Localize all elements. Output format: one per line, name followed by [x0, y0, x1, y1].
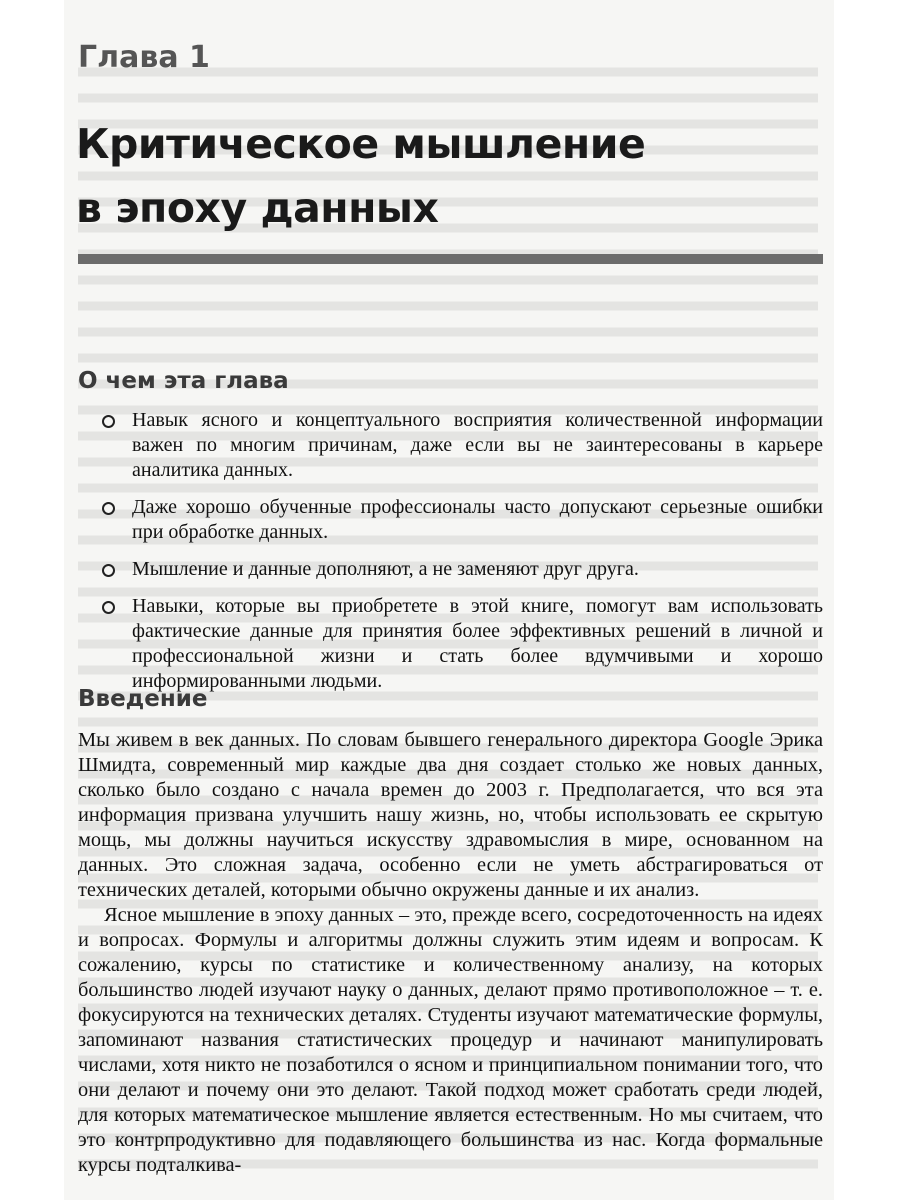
list-item-text: Даже хорошо обученные профессионалы часто допускают серьезные ошибки при обработке данных.	[132, 496, 823, 543]
list-item	[78, 557, 823, 582]
circle-bullet-icon	[102, 415, 115, 428]
paragraph: Ясное мышление в эпоху данных – это, прежде всего, сосредоточенность на идеях и вопросах. Формулы и алгоритмы должны служить этим идеям и вопросам. К сожалению, курсы по статистике и количественному анализу, на которых большинство людей изучают науку о данных, делают прямо противоположное – т. е. фокусируются на технических деталях. Студенты изучают математические формулы, запоминают названия статистических процедур и начинают манипулировать числами, хотя никто не позаботился о ясном и принципиальном понимании того, что они делают и почему они это делают. Такой подход может сработать среди людей, для которых математическое мышление является естественным. Но мы считаем, что это контрпродуктивно для подавляющего большинства из нас. Когда формальные курсы подталкива-	[78, 904, 823, 1176]
summary-heading: О чем эта глава	[78, 368, 289, 394]
circle-bullet-icon	[102, 601, 115, 614]
chapter-title	[76, 112, 645, 240]
list-item	[78, 495, 823, 545]
list-item-text: Мышление и данные дополняют, а не заменяют друг друга.	[132, 558, 639, 580]
chapter-label: Глава 1	[78, 40, 210, 75]
title-rule	[78, 254, 823, 264]
list-item-text: Навык ясного и концептуального восприятия количественной информации важен по многим причинам, даже если вы не заинтересованы в карьере аналитика данных.	[132, 409, 823, 481]
circle-bullet-icon	[102, 564, 115, 577]
intro-heading: Введение	[78, 686, 208, 712]
circle-bullet-icon	[102, 502, 115, 515]
chapter-title-line-1: Критическое мышление	[76, 120, 646, 168]
paragraph: Мы живем в век данных. По словам бывшего генерального директора Google Эрика Шмидта, современный мир каждые два дня создает столько же новых данных, сколько было создано с начала времен до 2003 г. Предполагается, что вся эта информация призвана улучшить нашу жизнь, но, чтобы использовать ее скрытую мощь, мы должны научиться искусству здравомыслия в мире, основанном на данных. Это сложная задача, особенно если не уметь абстрагироваться от технических деталей, которыми обычно окружены данные и их анализ.	[78, 729, 823, 901]
intro-body	[78, 728, 823, 1178]
list-item-text: Навыки, которые вы приобретете в этой книге, помогут вам использовать фактические данные для принятия более эффективных решений в личной и профессиональной жизни и стать более вдумчивыми и хорошо информированными людьми.	[132, 595, 823, 692]
chapter-title-line-2: в эпоху данных	[76, 184, 439, 232]
list-item	[78, 594, 823, 694]
list-item	[78, 408, 823, 483]
summary-list	[78, 408, 823, 706]
